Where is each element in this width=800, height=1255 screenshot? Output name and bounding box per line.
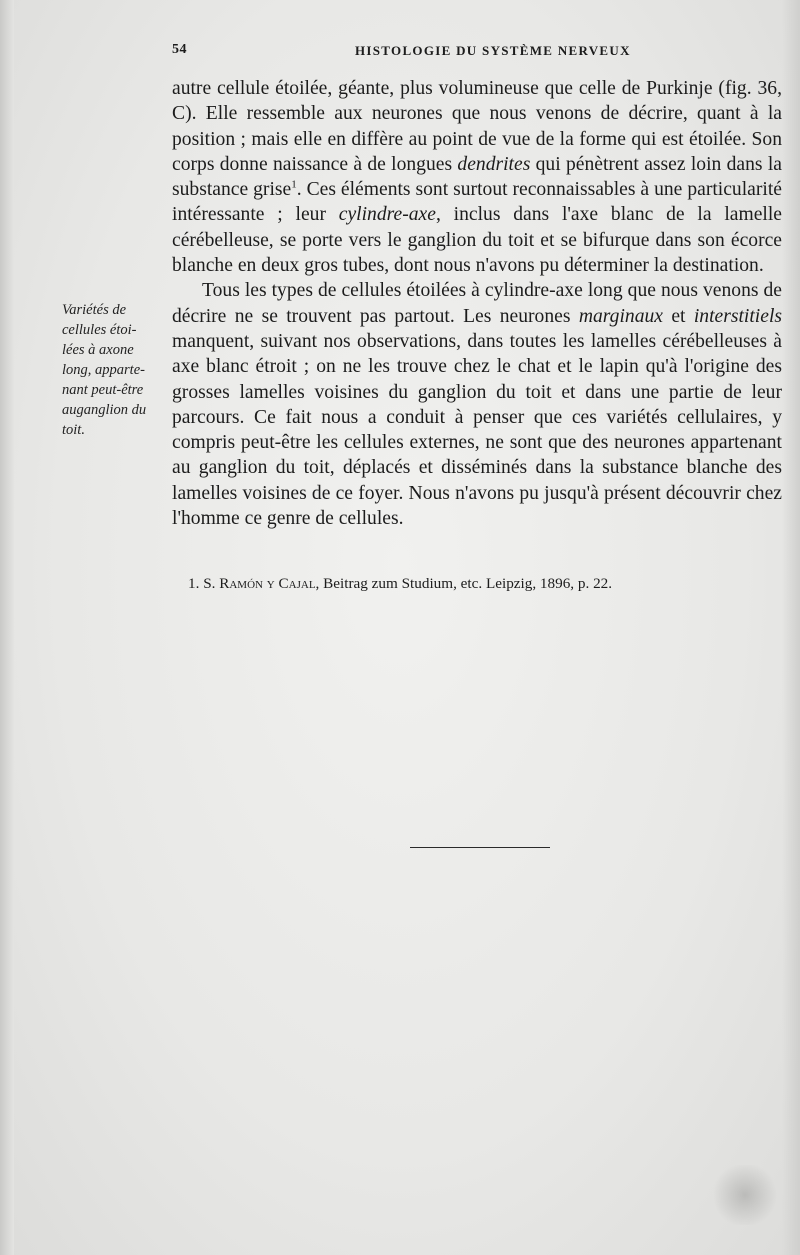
footnote-author: Ramón y Cajal	[219, 575, 316, 592]
footnote-author-initial: S.	[203, 575, 216, 592]
text-run: manquent, suivant nos observations, dans toutes les lamelles cérébelleuses à axe blanc étroit ; on ne les trouve chez le chat et le lapin qu'à l'origine des grosses lamelles voisines du ganglion du toit et dans une partie de leur parcours. Ce fait nous a conduit à penser que ces variétés cellulaires, y compris peut-être les cellules externes, ne sont que des neurones appartenant au ganglion du toit, déplacés et disséminés dans la substance blanche des lamelles voisines de ce foyer. Nous n'avons pu jusqu'à présent découvrir chez l'homme ce genre de cellules.	[172, 330, 782, 530]
italic-term: dendrites	[457, 153, 531, 175]
italic-term: marginaux	[578, 305, 663, 327]
paragraph-1	[172, 76, 782, 278]
text-run: , inclus dans l'axe blanc de la lamelle cérébelleuse, se porte vers le ganglion du toit et se bifurque dans son écorce blanche en deux gros tubes, dont nous n'avons pu déterminer la destination.	[172, 204, 782, 277]
end-rule	[410, 847, 550, 848]
text-run: qui pénètrent assez loin dans la substance grise	[172, 153, 782, 201]
text-run: autre cellule étoilée, géante, plus volumineuse que celle de Purkinje (fig. 36, C). Elle ressemble aux neurones que nous venons de décrire, quant à la position ; mais elle en diffère au point de vue de la forme qui est étoilée. Son corps donne naissance à de longues	[172, 78, 782, 175]
margin-note-line: Variétés de	[62, 302, 127, 318]
footnote-citation: , Beitrag zum Studium, etc. Leipzig, 1896, p. 22.	[315, 575, 613, 592]
margin-note-line: nant peut-être	[62, 382, 144, 398]
page-right-edge	[782, 0, 800, 1255]
text-run: Tous les types de cellules étoilées à cylindre-axe long que nous venons de décrire ne se trouvent pas partout. Les neurones	[172, 280, 782, 327]
margin-note-line: auganglion du	[62, 402, 147, 418]
text-run: . Ces éléments sont surtout reconnaissables à une particularité intéressante ; leur	[172, 179, 782, 226]
paragraph-2	[172, 278, 782, 531]
text-run: et	[663, 305, 694, 327]
paper-stain	[710, 1165, 780, 1225]
margin-note-line: toit.	[62, 422, 85, 438]
margin-note-line: cellules étoi-	[62, 322, 137, 338]
margin-note-line: long, apparte-	[62, 362, 145, 378]
running-title: HISTOLOGIE DU SYSTÈME NERVEUX	[355, 43, 631, 58]
page-header	[172, 42, 768, 64]
italic-term: cylindre-axe	[338, 204, 436, 226]
page-number: 54	[172, 42, 187, 57]
main-text	[172, 76, 782, 531]
margin-note-line: lées à axone	[62, 342, 134, 358]
page-left-edge	[0, 0, 14, 1255]
footnote-ref: 1	[291, 178, 297, 191]
italic-term: interstitiels	[693, 305, 783, 327]
margin-note	[62, 300, 154, 440]
footnote-number: 1.	[188, 575, 200, 592]
footnote	[188, 574, 748, 594]
